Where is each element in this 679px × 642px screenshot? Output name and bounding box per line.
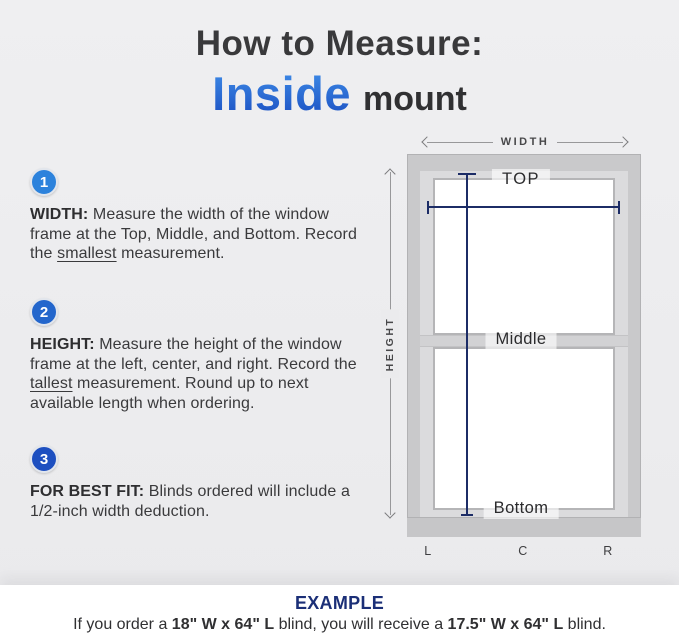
arrow-down-icon [384,507,395,518]
example-ordered-size: 18" W x 64" L [171,616,275,633]
example-received-size: 17.5" W x 64" L [447,616,564,633]
step-1-body-after: measurement. [116,245,225,262]
measurement-tick [427,201,429,214]
measure-line-segment [427,142,493,143]
example-text-part: blind. [563,616,606,633]
title-line1: How to Measure: [195,24,484,63]
marker-right: R [603,544,613,558]
step-3-text [30,482,364,521]
measurement-tick [461,514,473,516]
arrow-left-icon [421,136,432,147]
window-top-sash-pane [433,178,615,335]
measure-line-segment [557,142,623,143]
step-3-label: FOR BEST FIT: [30,483,145,500]
step-3-number-badge: 3 [30,445,58,473]
width-measure-label: WIDTH [500,136,550,148]
example-text-part: blind, you will receive a [274,616,448,633]
step-3-body: Blinds ordered will include a 1/2-inch width deduction. [30,483,350,520]
example-banner [0,585,679,642]
page-title [0,24,679,121]
height-measure-label: HEIGHT [381,310,399,379]
step-1-body: Measure the width of the window frame at the Top, Middle, and Bottom. Record the [30,206,357,262]
title-line2 [0,66,679,121]
height-measurement-line [466,173,468,516]
step-best-fit [30,445,364,521]
height-measure-arrow [383,170,397,517]
step-1-label: WIDTH: [30,206,89,223]
label-middle: Middle [485,329,556,350]
label-top: TOP [492,169,550,190]
marker-center: C [518,544,528,558]
marker-left: L [424,544,432,558]
step-1-underlined-word: smallest [57,245,117,262]
title-suffix: mount [362,80,467,118]
measurement-tick [458,173,476,175]
step-2-body-after: measurement. Round up to next available length when ordering. [30,375,309,412]
step-2-body: Measure the height of the window frame at the left, center, and right. Record the [30,336,357,373]
step-2-text [30,335,364,413]
measurement-tick [618,201,620,214]
step-1-text [30,205,364,264]
example-heading: EXAMPLE [294,593,385,613]
label-bottom: Bottom [484,498,559,519]
window-bottom-sill [407,517,641,537]
window-diagram [380,130,660,570]
step-2-label: HEIGHT: [30,336,95,353]
width-measurement-line [427,206,620,208]
window-bottom-sash-pane [433,347,615,510]
step-2-underlined-word: tallest [30,375,73,392]
example-sentence [0,616,679,634]
title-highlight: Inside [212,67,351,120]
step-2-number-badge: 2 [30,298,58,326]
step-height [30,298,364,413]
arrow-right-icon [617,136,628,147]
width-measure-arrow [423,136,627,148]
step-1-number-badge: 1 [30,168,58,196]
example-text-part: If you order a [73,616,172,633]
step-width [30,168,364,264]
